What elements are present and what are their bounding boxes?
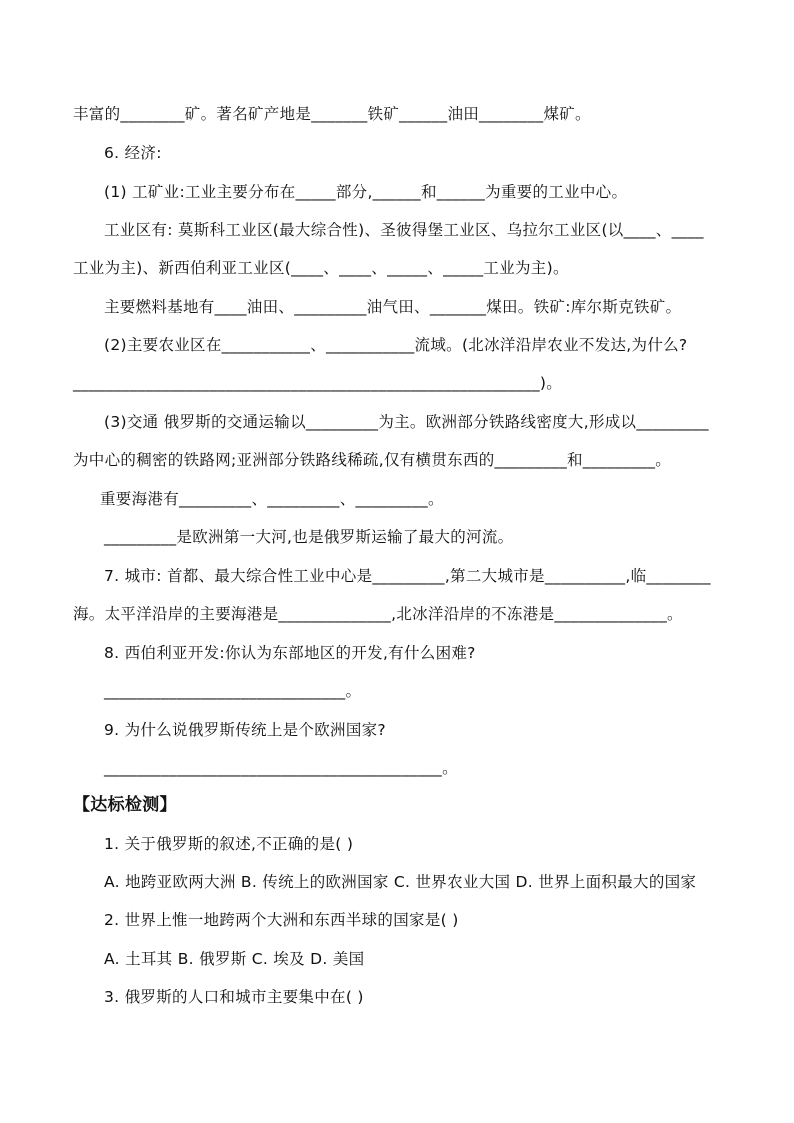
section-7-cities-cont: 海。太平洋沿岸的主要海港是______________,北冰洋沿岸的不冻港是______________。	[73, 605, 683, 623]
agriculture-answer-blank: __________________________________________________________)。	[73, 374, 563, 392]
agriculture-areas: (2)主要农业区在___________、___________流域。(北冰洋沿岸农业不发达,为什么?	[104, 336, 688, 354]
section-8-answer-blank: ______________________________。	[104, 682, 362, 700]
transport: (3)交通 俄罗斯的交通运输以_________为主。欧洲部分铁路线密度大,形成以_________	[104, 413, 709, 431]
section-9-question: 9. 为什么说俄罗斯传统上是个欧洲国家?	[104, 721, 386, 739]
largest-river: _________是欧洲第一大河,也是俄罗斯运输了最大的河流。	[104, 528, 514, 546]
section-7-cities: 7. 城市: 首都、最大综合性工业中心是_________,第二大城市是__________,临________	[104, 567, 711, 585]
seaports: 重要海港有_________、_________、_________。	[100, 490, 444, 508]
fill-blank-minerals: 丰富的________矿。著名矿产地是_______铁矿______油田________煤矿。	[73, 105, 591, 123]
section-6-economy: 6. 经济:	[104, 144, 162, 162]
question-1-options: A. 地跨亚欧两大洲 B. 传统上的欧洲国家 C. 世界农业大国 D. 世界上面积最大的国家	[104, 873, 697, 891]
section-8-siberia: 8. 西伯利亚开发:你认为东部地区的开发,有什么困难?	[104, 644, 476, 662]
section-9-answer-blank: __________________________________________。	[104, 759, 458, 777]
question-2-options: A. 土耳其 B. 俄罗斯 C. 埃及 D. 美国	[104, 950, 365, 968]
industry-distribution: (1) 工矿业:工业主要分布在_____部分,______和______为重要的工业中心。	[104, 183, 628, 201]
industrial-regions: 工业区有: 莫斯科工业区(最大综合性)、圣彼得堡工业区、乌拉尔工业区(以____、____	[104, 221, 704, 239]
fuel-bases: 主要燃料基地有____油田、_________油气田、_______煤田。铁矿:库尔斯克铁矿。	[104, 298, 682, 316]
transport-cont: 为中心的稠密的铁路网;亚洲部分铁路线稀疏,仅有横贯东西的_________和_________。	[73, 451, 672, 469]
heading-assessment: 【达标检测】	[73, 795, 177, 815]
question-2: 2. 世界上惟一地跨两个大洲和东西半球的国家是( )	[104, 911, 459, 929]
question-3: 3. 俄罗斯的人口和城市主要集中在( )	[104, 988, 364, 1006]
industrial-regions-cont: 工业为主)、新西伯利亚工业区(____、____、_____、_____工业为主)。	[73, 259, 569, 277]
question-1: 1. 关于俄罗斯的叙述,不正确的是( )	[104, 835, 354, 853]
